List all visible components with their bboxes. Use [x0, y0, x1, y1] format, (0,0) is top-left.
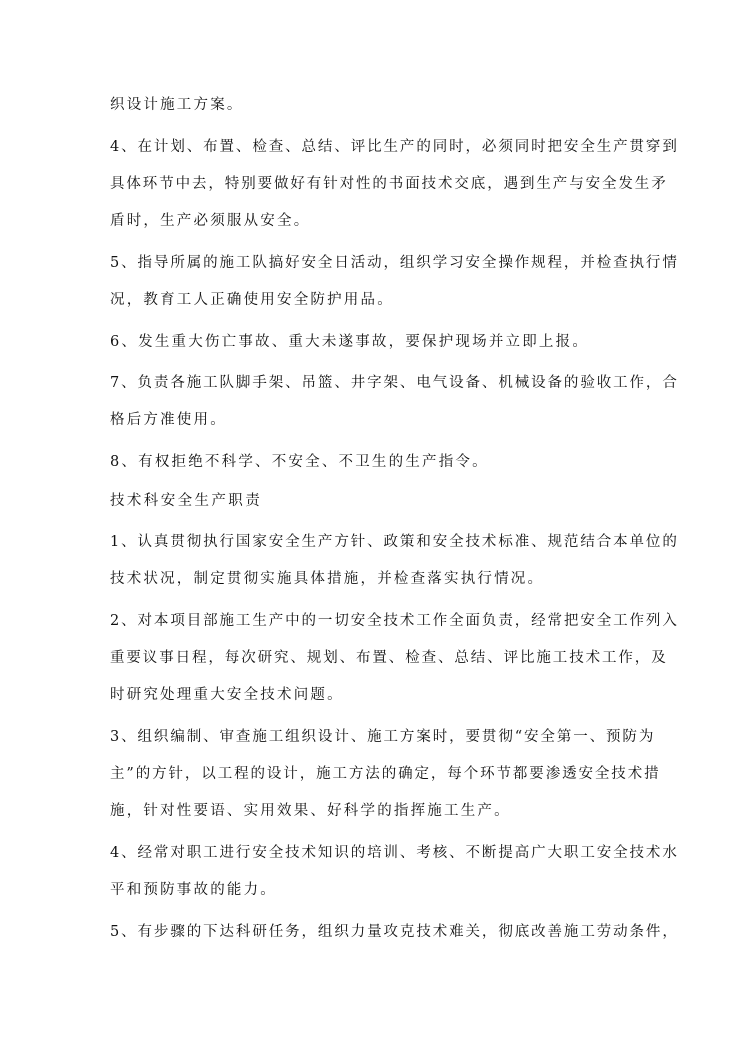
text-line: 施，针对性要语、实用效果、好科学的指挥施工生产。 [110, 803, 511, 819]
text-line: 1、认真贯彻执行国家安全生产方针、政策和安全技术标准、规范结合本单位的 [110, 534, 679, 550]
text-line: 技术状况，制定贯彻实施具体措施，并检查落实执行情况。 [110, 571, 545, 587]
text-line: 4、经常对职工进行安全技术知识的培训、考核、不断提高广大职工安全技术水 [110, 845, 679, 861]
text-line: 8、有权拒绝不科学、不安全、不卫生的生产指令。 [110, 454, 489, 470]
text-line: 平和预防事故的能力。 [110, 882, 277, 898]
text-line: 况，教育工人正确使用安全防护用品。 [110, 292, 394, 308]
text-line: 5、有步骤的下达科研任务，组织力量攻克技术难关，彻底改善施工劳动条件， [110, 924, 679, 940]
text-line: 5、指导所属的施工队搞好安全日活动，组织学习安全操作规程，并检查执行情 [110, 255, 679, 271]
text-line: 6、发生重大伤亡事故、重大未遂事故，要保护现场并立即上报。 [110, 334, 590, 350]
text-line: 格后方准使用。 [110, 412, 227, 428]
text-line: 时研究处理重大安全技术问题。 [110, 687, 344, 703]
text-line: 具体环节中去，特别要做好有针对性的书面技术交底，遇到生产与安全发生矛 [110, 176, 668, 192]
text-line: 3、组织编制、审查施工组织设计、施工方案时，要贯彻“安全第一、预防为 [110, 729, 656, 745]
text-line: 4、在计划、布置、检查、总结、评比生产的同时，必须同时把安全生产贯穿到 [110, 139, 679, 155]
text-line: 重要议事日程，每次研究、规划、布置、检查、总结、评比施工技术工作，及 [110, 650, 668, 666]
text-line: 2、对本项目部施工生产中的一切安全技术工作全面负责，经常把安全工作列入 [110, 613, 679, 629]
text-line: 主”的方针，以工程的设计，施工方法的确定，每个环节都要渗透安全技术措 [110, 766, 661, 782]
text-line: 盾时，生产必须服从安全。 [110, 213, 311, 229]
text-line: 7、负责各施工队脚手架、吊篮、井字架、电气设备、机械设备的验收工作，合 [110, 375, 679, 391]
section-heading: 技术科安全生产职责 [110, 493, 263, 509]
text-line: 织设计施工方案。 [110, 97, 244, 113]
